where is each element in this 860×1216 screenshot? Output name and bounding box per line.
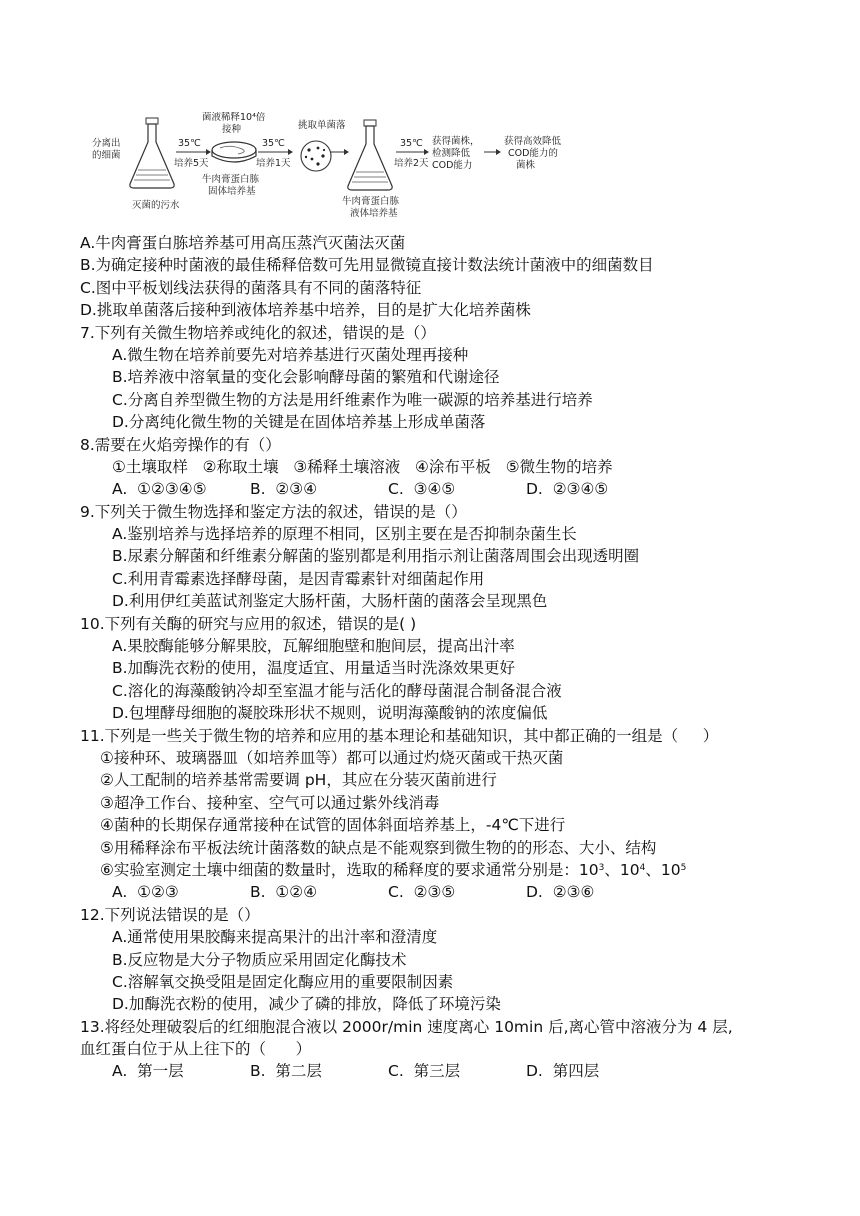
flask-2-label-2: 液体培养基 <box>350 208 398 219</box>
q8-stem: 8.需要在火焰旁操作的有（） <box>80 435 281 454</box>
experiment-flow-figure <box>80 112 680 224</box>
q7-option-a: A.微生物在培养前要先对培养基进行灭菌处理再接种 <box>112 345 469 364</box>
q11-sep-1: 、10 <box>604 860 640 879</box>
q13-option-b: B. 第二层 <box>250 1062 322 1081</box>
q10-option-c: C.溶化的海藻酸钠冷却至室温才能与活化的酵母菌混合制备混合液 <box>112 681 562 700</box>
q13-option-d: D. 第四层 <box>526 1062 600 1081</box>
q11-options <box>80 881 780 903</box>
q11-item-6-text: ⑥实验室测定土壤中细菌的数量时，选取的稀释度的要求通常分别是：10 <box>100 860 599 879</box>
detect-label-2: 检测降低 <box>432 148 471 159</box>
plate-icon <box>212 142 256 162</box>
cult-3: 培养2天 <box>394 158 429 169</box>
prev-option-a: A.牛肉膏蛋白胨培养基可用高压蒸汽灭菌法灭菌 <box>80 234 406 252</box>
flask-2-icon <box>348 120 392 190</box>
flask-1-label: 灭菌的污水 <box>132 200 180 211</box>
q13-stem-1: 13.将经处理破裂后的红细胞混合液以 2000r/min 速度离心 10min 后,离心管中溶液分为 4 层, <box>80 1017 733 1036</box>
result-label-3: 菌株 <box>516 160 536 171</box>
q11-exp-1: 3 <box>598 862 605 873</box>
source-label-2: 的细菌 <box>92 150 121 161</box>
q13-option-c: C. 第三层 <box>388 1062 461 1081</box>
q9-option-b: B.尿素分解菌和纤维素分解菌的鉴别都是利用指示剂让菌落周围会出现透明圈 <box>112 547 640 566</box>
plate-label-2: 固体培养基 <box>208 186 256 197</box>
q11-item-1: ①接种环、玻璃器皿（如培养皿等）都可以通过灼烧灭菌或干热灭菌 <box>100 748 564 767</box>
q11-sep-2: 、10 <box>645 860 681 879</box>
q12-option-a: A.通常使用果胶酶来提高果汁的出汁率和澄清度 <box>112 928 438 947</box>
dilution-label-2: 接种 <box>222 124 242 135</box>
q12-option-c: C.溶解氧交换受阻是固定化酶应用的重要限制因素 <box>112 972 454 991</box>
q12-option-b: B.反应物是大分子物质应采用固定化酶技术 <box>112 950 407 969</box>
q8-option-a: A. ①②③④⑤ <box>112 480 207 499</box>
q8-option-c: C. ③④⑤ <box>388 480 456 499</box>
q11-item-2: ②人工配制的培养基常需要调 pH，其应在分装灭菌前进行 <box>100 771 497 790</box>
q11-item-5: ⑤用稀释涂布平板法统计菌落数的缺点是不能观察到微生物的的形态、大小、结构 <box>100 838 657 857</box>
detect-label-3: COD能力 <box>432 160 473 171</box>
q11-option-c: C. ②③⑤ <box>388 883 456 902</box>
q9-option-c: C.利用青霉素选择酵母菌，是因青霉素针对细菌起作用 <box>112 569 485 588</box>
temp-1: 35℃ <box>178 138 201 149</box>
plate-label-1: 牛肉膏蛋白胨 <box>202 174 260 185</box>
flow-diagram <box>80 112 680 224</box>
colony-plate-icon <box>301 141 331 171</box>
q12-option-d: D.加酶洗衣粉的使用，减少了磷的排放，降低了环境污染 <box>112 995 501 1014</box>
q11-item-4: ④菌种的长期保存通常接种在试管的固体斜面培养基上，-4℃下进行 <box>100 816 566 835</box>
source-label-1: 分离出 <box>92 138 121 149</box>
q10-option-b: B.加酶洗衣粉的使用，温度适宜、用量适当时洗涤效果更好 <box>112 659 516 678</box>
q7-option-b: B.培养液中溶氧量的变化会影响酵母菌的繁殖和代谢途径 <box>112 368 500 387</box>
q10-option-a: A.果胶酶能够分解果胶，瓦解细胞壁和胞间层，提高出汁率 <box>112 637 515 656</box>
result-label-2: COD能力的 <box>508 148 558 159</box>
q13-option-a: A. 第一层 <box>112 1062 184 1081</box>
cult-1: 培养5天 <box>174 158 209 169</box>
q11-option-a: A. ①②③ <box>112 883 179 902</box>
flask-1-icon <box>130 118 174 188</box>
q13-options <box>80 1060 780 1082</box>
temp-2: 35℃ <box>262 138 285 149</box>
q10-stem: 10.下列有关酶的研究与应用的叙述，错误的是( ) <box>80 614 417 633</box>
question-content <box>80 232 780 1083</box>
q9-option-d: D.利用伊红美蓝试剂鉴定大肠杆菌，大肠杆菌的菌落会呈现黑色 <box>112 592 548 611</box>
q13-stem-2: 血红蛋白位于从上往下的（ ） <box>80 1040 312 1059</box>
cult-2: 培养1天 <box>256 158 291 169</box>
prev-option-c: C.图中平板划线法获得的菌落具有不同的菌落特征 <box>80 278 422 297</box>
q8-option-d: D. ②③④⑤ <box>526 480 609 499</box>
q11-item-3: ③超净工作台、接种室、空气可以通过紫外线消毒 <box>100 793 440 812</box>
q11-exp-2: 4 <box>639 862 646 873</box>
detect-label-1: 获得菌株， <box>432 136 480 147</box>
q8-option-b: B. ②③④ <box>250 480 318 499</box>
q11-exp-3: 5 <box>680 862 687 873</box>
q11-stem: 11.下列是一些关于微生物的培养和应用的基本理论和基础知识，其中都正确的一组是（ ） <box>80 726 719 745</box>
pick-label: 挑取单菌落 <box>298 120 346 131</box>
q7-stem: 7.下列有关微生物培养或纯化的叙述，错误的是（） <box>80 323 436 342</box>
q12-stem: 12.下列说法错误的是（） <box>80 905 260 924</box>
q8-options <box>80 478 780 500</box>
prev-option-b: B.为确定接种时菌液的最佳稀释倍数可先用显微镜直接计数法统计菌液中的细菌数目 <box>80 256 654 275</box>
q11-item-6 <box>80 859 780 881</box>
q9-option-a: A.鉴别培养与选择培养的原理不相同，区别主要在是否抑制杂菌生长 <box>112 525 577 544</box>
flask-2-label-1: 牛肉膏蛋白胨 <box>342 196 400 207</box>
q11-option-d: D. ②③⑥ <box>526 883 595 902</box>
q8-items: ①土壤取样 ②称取土壤 ③稀释土壤溶液 ④涂布平板 ⑤微生物的培养 <box>112 457 613 476</box>
q9-stem: 9.下列关于微生物选择和鉴定方法的叙述，错误的是（） <box>80 502 467 521</box>
q7-option-d: D.分离纯化微生物的关键是在固体培养基上形成单菌落 <box>112 413 486 432</box>
q10-option-d: D.包埋酵母细胞的凝胶珠形状不规则，说明海藻酸钠的浓度偏低 <box>112 704 548 723</box>
dilution-label-1: 菌液稀释10⁴倍 <box>202 112 266 123</box>
q11-option-b: B. ①②④ <box>250 883 318 902</box>
result-label-1: 获得高效降低 <box>504 136 562 147</box>
temp-3: 35℃ <box>400 138 423 149</box>
prev-option-d: D.挑取单菌落后接种到液体培养基中培养，目的是扩大化培养菌株 <box>80 301 531 320</box>
q7-option-c: C.分离自养型微生物的方法是用纤维素作为唯一碳源的培养基进行培养 <box>112 390 593 409</box>
